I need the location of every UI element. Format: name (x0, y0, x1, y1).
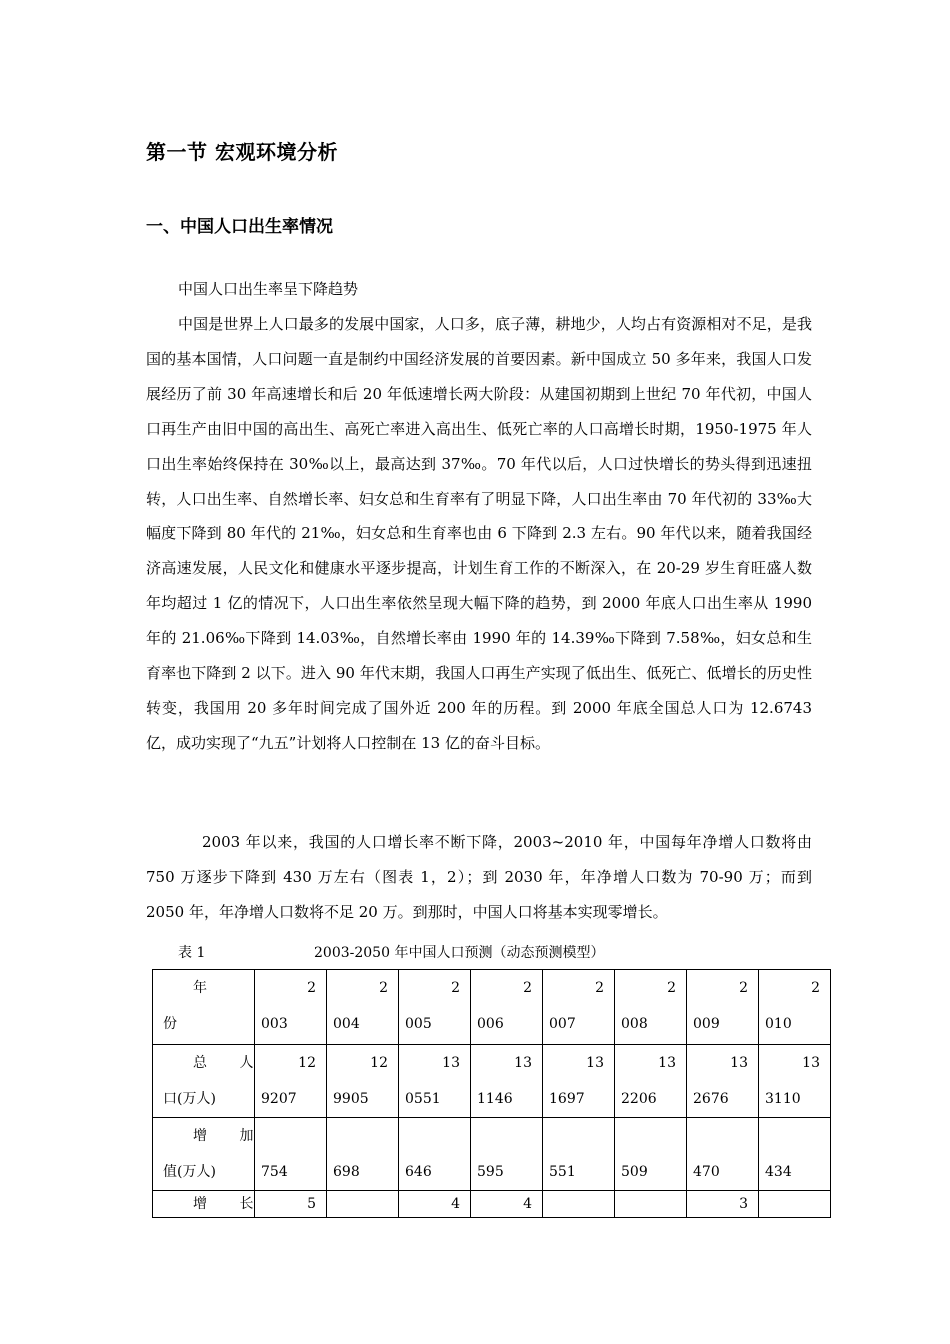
cell-top (759, 1191, 830, 1217)
cell-bottom: 698 (333, 1164, 360, 1180)
row-label-top: 增 加 (193, 1128, 268, 1144)
table-cell (471, 1191, 543, 1218)
table-cell (543, 1045, 615, 1118)
table-cell (471, 1118, 543, 1191)
cell-top: 13 (730, 1055, 748, 1071)
table-cell (687, 1045, 759, 1118)
row-label-top: 总 人 (193, 1055, 268, 1071)
table-cell (543, 970, 615, 1045)
cell-bottom: 005 (405, 1016, 432, 1032)
table-cell (759, 1118, 831, 1191)
cell-bottom: 007 (549, 1016, 576, 1032)
cell-bottom: 9207 (261, 1091, 297, 1107)
row-label-top: 年 (193, 980, 221, 996)
cell-bottom: 010 (765, 1016, 792, 1032)
table-cell (615, 970, 687, 1045)
table-row-growth-rate (153, 1191, 831, 1218)
table-cell (759, 1191, 831, 1218)
table-cell (615, 1118, 687, 1191)
cell-top (327, 1191, 398, 1217)
cell-bottom: 551 (549, 1164, 576, 1180)
cell-bottom: 006 (477, 1016, 504, 1032)
table-cell (759, 970, 831, 1045)
table-cell (615, 1191, 687, 1218)
cell-bottom: 3110 (765, 1091, 801, 1107)
cell-top (399, 1118, 470, 1154)
table-cell (759, 1045, 831, 1118)
row-label-top: 增 长 (193, 1196, 268, 1212)
cell-top: 2 (595, 980, 604, 996)
table-cell (327, 970, 399, 1045)
population-forecast-table (152, 969, 831, 1218)
row-label-year (153, 970, 255, 1045)
subsection-title: 一、中国人口出生率情况 (146, 217, 333, 237)
cell-top: 12 (370, 1055, 388, 1071)
cell-bottom: 2676 (693, 1091, 729, 1107)
cell-top: 13 (442, 1055, 460, 1071)
cell-top: 4 (523, 1196, 532, 1212)
cell-bottom: 0551 (405, 1091, 441, 1107)
cell-bottom: 470 (693, 1164, 720, 1180)
cell-bottom: 9905 (333, 1091, 369, 1107)
table-row-total-population (153, 1045, 831, 1118)
row-label-bottom: 口(万人) (163, 1091, 216, 1107)
cell-top: 3 (739, 1196, 748, 1212)
table-caption (178, 941, 738, 965)
cell-top: 2 (379, 980, 388, 996)
cell-top: 12 (298, 1055, 316, 1071)
cell-bottom: 1697 (549, 1091, 585, 1107)
cell-bottom: 434 (765, 1164, 792, 1180)
cell-bottom: 003 (261, 1016, 288, 1032)
table-cell (399, 1118, 471, 1191)
table-caption-title: 2003-2050 年中国人口预测（动态预测模型） (314, 945, 605, 961)
table-cell (399, 970, 471, 1045)
table-cell (399, 1191, 471, 1218)
cell-top: 13 (802, 1055, 820, 1071)
cell-top: 2 (307, 980, 316, 996)
section-title: 第一节 宏观环境分析 (146, 140, 338, 164)
row-label-increase (153, 1118, 268, 1191)
row-label-bottom: 份 (163, 1016, 177, 1032)
row-label-bottom: 值(万人) (163, 1164, 216, 1180)
table-cell (687, 970, 759, 1045)
table-cell (687, 1118, 759, 1191)
cell-top: 4 (451, 1196, 460, 1212)
cell-top (543, 1118, 614, 1154)
table-cell (543, 1191, 615, 1218)
cell-top (615, 1191, 686, 1217)
body-paragraph-1: 中国是世界上人口最多的发展中国家，人口多，底子薄，耕地少，人均占有资源相对不足，是我国的基本国情，人口问题一直是制约中国经济发展的首要因素。新中国成立 50 多年来，我国人口发展经历了前 30 年高速增长和后 20 年低速增长两大阶段：从建国初期到上世纪 70 年代初，中国人口再生产由旧中国的高出生、高死亡率进入高出生、低死亡率的人口高增长时期，1950-1975 年人口出生率始终保持在 30‰以上，最高达到 37‰。70 年代以后，人口过快增长的势头得到迅速扭转，人口出生率、自然增长率、妇女总和生育率有了明显下降，人口出生率由 70 年代初的 33‰大幅度下降到 80 年代的 21‰，妇女总和生育率也由 6 下降到 2.3 左右。90 年代以来，随着我国经济高速发展，人民文化和健康水平逐步提高，计划生育工作的不断深入，在 20-29 岁生育旺盛人数年均超过 1 亿的情况下，人口出生率依然呈现大幅下降的趋势，到 2000 年底人口出生率从 1990 年的 21.06‰下降到 14.03‰，自然增长率由 1990 年的 14.39‰下降到 7.58‰，妇女总和生育率也下降到 2 以下。进入 90 年代末期，我国人口再生产实现了低出生、低死亡、低增长的历史性转变，我国用 20 多年时间完成了国外近 200 年的历程。到 2000 年底全国总人口为 12.6743 亿，成功实现了“九五”计划将人口控制在 13 亿的奋斗目标。 (146, 315, 812, 752)
cell-top: 13 (586, 1055, 604, 1071)
cell-bottom: 595 (477, 1164, 504, 1180)
table-cell (327, 1045, 399, 1118)
cell-bottom: 509 (621, 1164, 648, 1180)
paragraph-subtitle: 中国人口出生率呈下降趋势 (178, 280, 359, 298)
cell-bottom: 009 (693, 1016, 720, 1032)
row-label-total-population (153, 1045, 268, 1118)
table-row-year (153, 970, 831, 1045)
cell-bottom: 646 (405, 1164, 432, 1180)
row-label-growth-rate (153, 1191, 268, 1218)
table-cell (471, 970, 543, 1045)
body-paragraph-2: 2003 年以来，我国的人口增长率不断下降，2003~2010 年，中国每年净增人口数将由 750 万逐步下降到 430 万左右（图表 1，2）；到 2030 年，年净增人口数为 70-90 万；而到 2050 年，年净增人口数将不足 20 万。到那时，中国人口将基本实现零增长。 (146, 833, 812, 921)
cell-top (759, 1118, 830, 1154)
cell-top: 5 (307, 1196, 316, 1212)
cell-bottom: 008 (621, 1016, 648, 1032)
cell-top: 2 (739, 980, 748, 996)
cell-top: 2 (667, 980, 676, 996)
cell-top (615, 1118, 686, 1154)
table-cell (471, 1045, 543, 1118)
cell-bottom: 754 (261, 1164, 288, 1180)
table-cell (687, 1191, 759, 1218)
table-cell (327, 1191, 399, 1218)
table-cell (399, 1045, 471, 1118)
table-cell (327, 1118, 399, 1191)
table-cell (255, 970, 327, 1045)
cell-top: 2 (451, 980, 460, 996)
cell-top (687, 1118, 758, 1154)
cell-bottom: 004 (333, 1016, 360, 1032)
cell-bottom: 2206 (621, 1091, 657, 1107)
cell-top: 2 (811, 980, 820, 996)
cell-top (543, 1191, 614, 1217)
table-caption-number: 表 1 (178, 945, 206, 961)
cell-top (471, 1118, 542, 1154)
cell-top: 13 (514, 1055, 532, 1071)
cell-bottom: 1146 (477, 1091, 513, 1107)
table-cell (543, 1118, 615, 1191)
table-row-increase (153, 1118, 831, 1191)
table-cell (615, 1045, 687, 1118)
cell-top: 13 (658, 1055, 676, 1071)
cell-top (327, 1118, 398, 1154)
cell-top: 2 (523, 980, 532, 996)
